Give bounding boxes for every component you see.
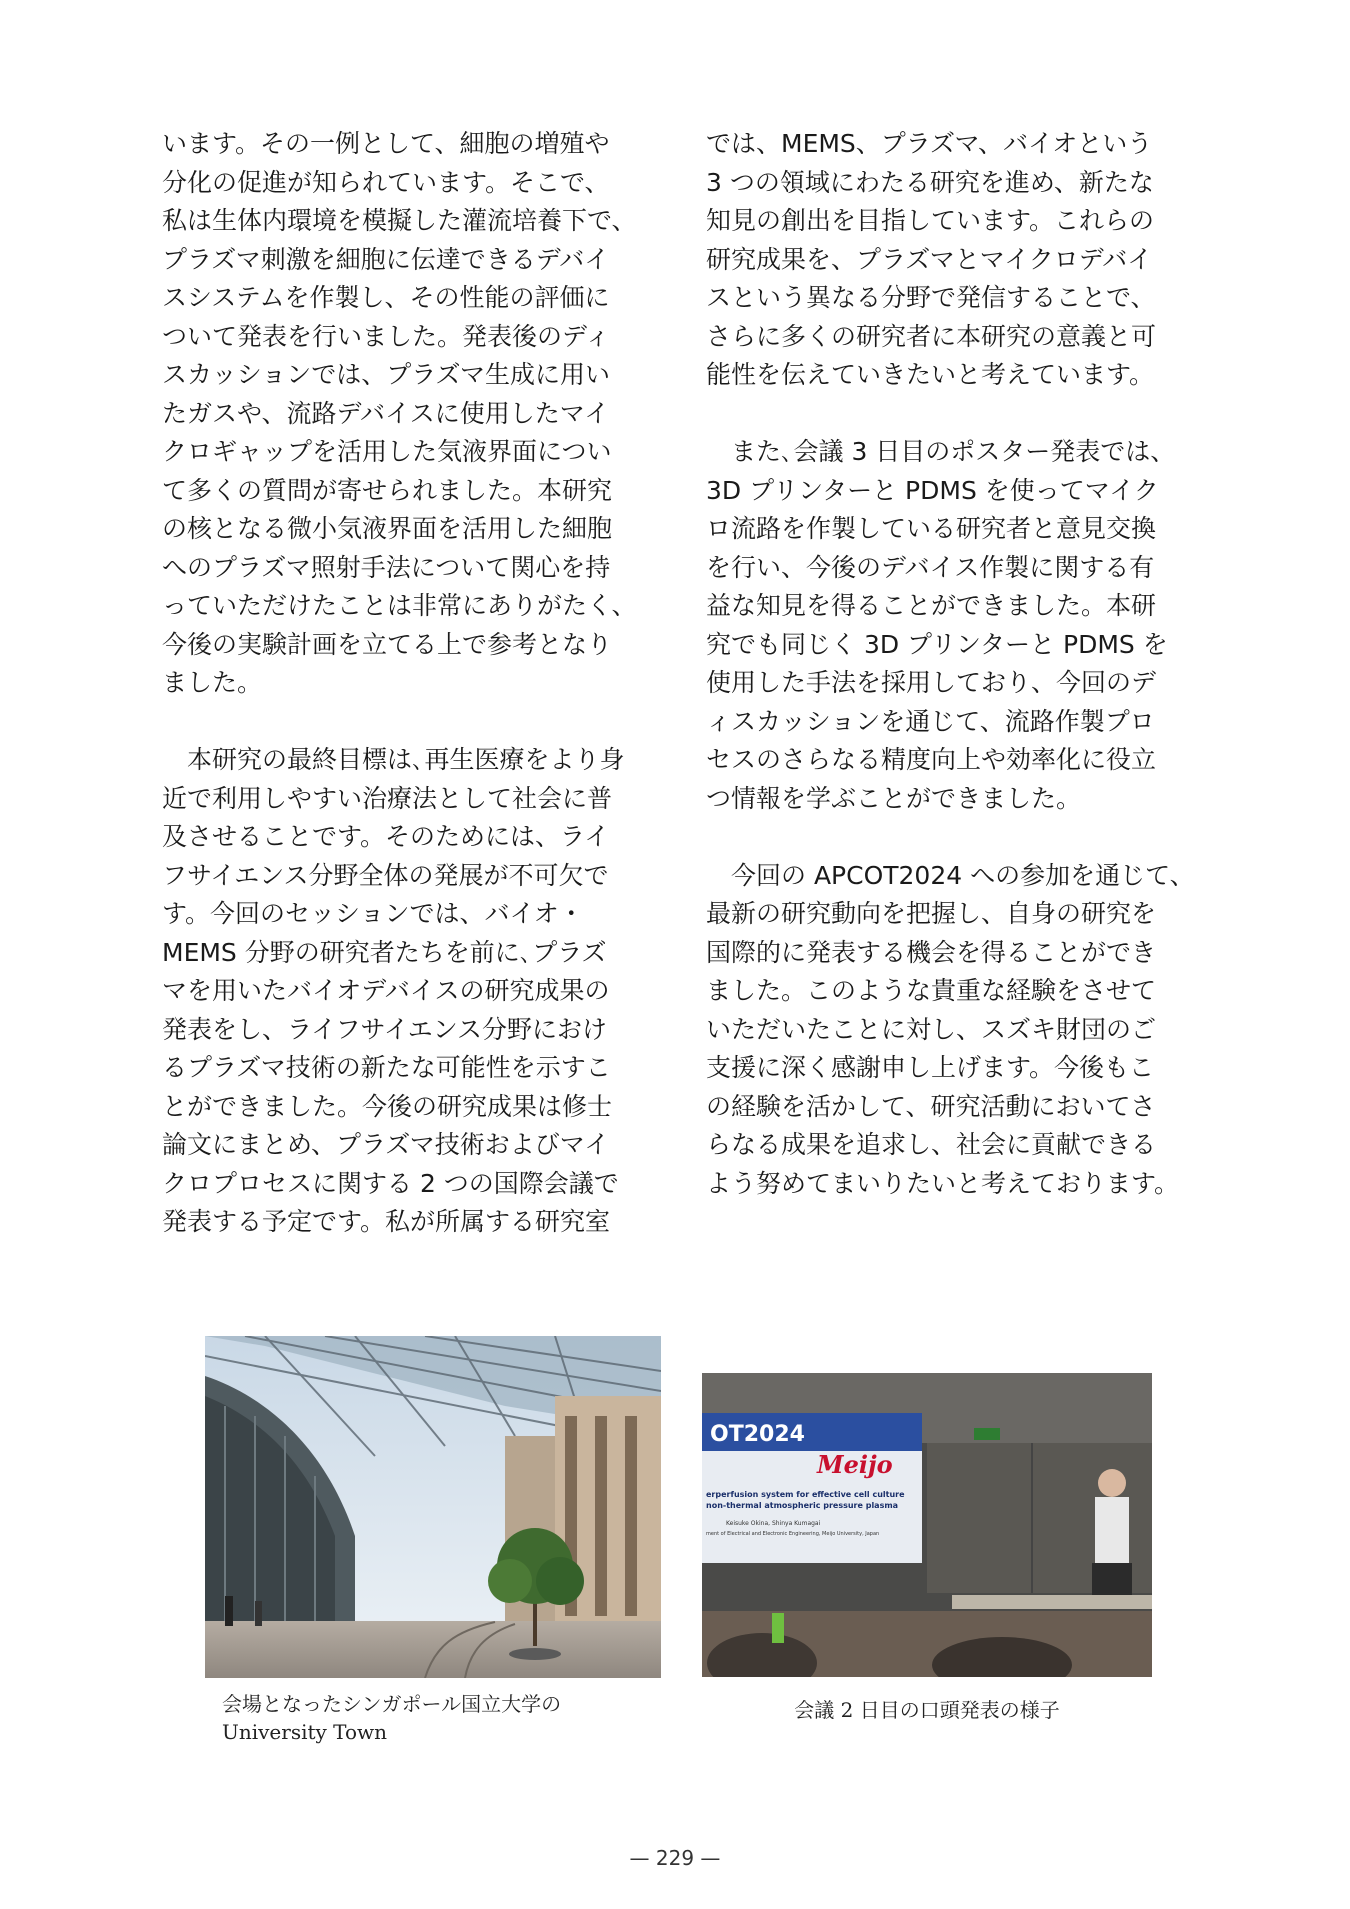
text-line: マを用いたバイオデバイスの研究成果の <box>162 976 610 1005</box>
text-line: の経験を活かして、研究活動においてさ <box>706 1091 1156 1121</box>
slide-subtitle-2: non-thermal atmospheric pressure plasma <box>706 1501 899 1510</box>
text-line: つ情報を学ぶことができました。 <box>706 783 1082 813</box>
text-line: さらに多くの研究者に本研究の意義と可 <box>706 321 1157 351</box>
text-line: プラズマ刺激を細胞に伝達できるデバイ <box>162 244 610 274</box>
text-line: 3D プリンターと PDMS を使ってマイク <box>706 475 1159 505</box>
text-line: スという異なる分野で発信することで、 <box>706 283 1156 312</box>
paragraph-gap <box>706 818 1201 857</box>
right-photo-caption: 会議 2 日目の口頭発表の様子 <box>794 1698 1060 1722</box>
oral-presentation-photo <box>702 1373 1152 1677</box>
text-line: 今回の APCOT2024 への参加を通じて、 <box>706 860 1195 890</box>
text-line: クロギャップを活用した気液界面につい <box>162 437 612 466</box>
left-text-column <box>162 125 657 1242</box>
text-line: っていただけたことは非常にありがたく、 <box>162 591 637 620</box>
paragraph-gap <box>706 395 1201 434</box>
text-line: 私は生体内環境を模擬した灌流培養下で、 <box>162 206 637 235</box>
text-line: 国際的に発表する機会を得ることができ <box>706 937 1157 967</box>
text-line: ました。 <box>162 668 263 697</box>
text-line: ロ流路を作製している研究者と意見交換 <box>706 514 1157 543</box>
text-line: 論文にまとめ、プラズマ技術およびマイ <box>162 1130 610 1159</box>
text-line: 3 つの領域にわたる研究を進め、新たな <box>706 167 1154 197</box>
page-number: — 229 — <box>629 1846 721 1870</box>
text-line: 今後の実験計画を立てる上で参考となり <box>162 629 613 659</box>
text-line: 発表する予定です。私が所属する研究室 <box>162 1207 611 1236</box>
paragraph-gap <box>162 703 657 742</box>
university-town-photo <box>205 1336 661 1678</box>
text-line: 使用した手法を採用しており、今回のデ <box>706 668 1157 697</box>
right-text-column <box>706 125 1201 1203</box>
text-line: います。その一例として、細胞の増殖や <box>162 129 610 158</box>
left-caption-line-1: 会場となったシンガポール国立大学の <box>222 1692 562 1716</box>
text-line: スカッションでは、プラズマ生成に用い <box>162 360 611 389</box>
slide-title: OT2024 <box>710 1422 805 1447</box>
text-line: らなる成果を追求し、社会に貢献できる <box>706 1130 1157 1159</box>
text-line: たガスや、流路デバイスに使用したマイ <box>162 398 610 428</box>
slide-authors: Keisuke Okina, Shinya Kumagai <box>726 1520 821 1527</box>
text-line: フサイエンス分野全体の発展が不可欠で <box>162 860 609 890</box>
text-line: 能性を伝えていきたいと考えています。 <box>706 360 1155 389</box>
text-line: スシステムを作製し、その性能の評価に <box>162 283 610 312</box>
text-line: 知見の創出を目指しています。これらの <box>706 206 1155 235</box>
text-line: ついて発表を行いました。発表後のディ <box>162 321 611 351</box>
text-line: ました。このような貴重な経験をさせて <box>706 976 1157 1005</box>
slide-subtitle-1: erperfusion system for effective cell culture <box>706 1490 905 1499</box>
text-line: よう努めてまいりたいと考えております。 <box>706 1168 1180 1198</box>
text-line: 本研究の最終目標は､再生医療をより身 <box>162 745 625 774</box>
text-line: す。今回のセッションでは、バイオ・ <box>162 899 584 928</box>
slide-affiliation: ment of Electrical and Electronic Engineering, Meijo University, Japan <box>706 1531 880 1537</box>
text-line: 及させることです。そのためには、ライ <box>162 822 610 851</box>
text-line: 最新の研究動向を把握し、自身の研究を <box>706 899 1157 928</box>
text-line: とができました。今後の研究成果は修士 <box>162 1091 613 1121</box>
text-line: また､会議 3 日目のポスター発表では、 <box>706 437 1176 466</box>
text-line: の核となる微小気液界面を活用した細胞 <box>162 514 613 543</box>
text-line: ィスカッションを通じて、流路作製プロ <box>706 706 1155 736</box>
text-line: 近で利用しやすい治療法として社会に普 <box>162 783 613 813</box>
text-line: へのプラズマ照射手法について関心を持 <box>162 552 611 582</box>
text-line: 発表をし、ライフサイエンス分野におけ <box>162 1014 608 1044</box>
text-line: て多くの質問が寄せられました。本研究 <box>162 475 613 505</box>
text-line: では、MEMS、プラズマ、バイオという <box>706 129 1153 158</box>
slide-logo: Meijo <box>817 1450 893 1479</box>
text-line: 研究成果を、プラズマとマイクロデバイ <box>706 244 1153 274</box>
text-line: 分化の促進が知られています。そこで、 <box>162 167 610 197</box>
text-line: MEMS 分野の研究者たちを前に､プラズ <box>162 937 607 967</box>
text-line: 究でも同じく 3D プリンターと PDMS を <box>706 629 1168 659</box>
text-line: セスのさらなる精度向上や効率化に役立 <box>706 745 1157 774</box>
text-line: を行い、今後のデバイス作製に関する有 <box>706 552 1155 582</box>
text-line: クロプロセスに関する 2 つの国際会議で <box>162 1168 619 1198</box>
text-line: 支援に深く感謝申し上げます。今後もこ <box>706 1053 1155 1082</box>
left-photo-caption <box>222 1690 662 1746</box>
text-line: いただいたことに対し、スズキ財団のご <box>706 1014 1157 1044</box>
text-line: るプラズマ技術の新たな可能性を示すこ <box>162 1053 611 1082</box>
text-line: 益な知見を得ることができました。本研 <box>706 591 1157 620</box>
left-caption-line-2: University Town <box>222 1720 388 1744</box>
